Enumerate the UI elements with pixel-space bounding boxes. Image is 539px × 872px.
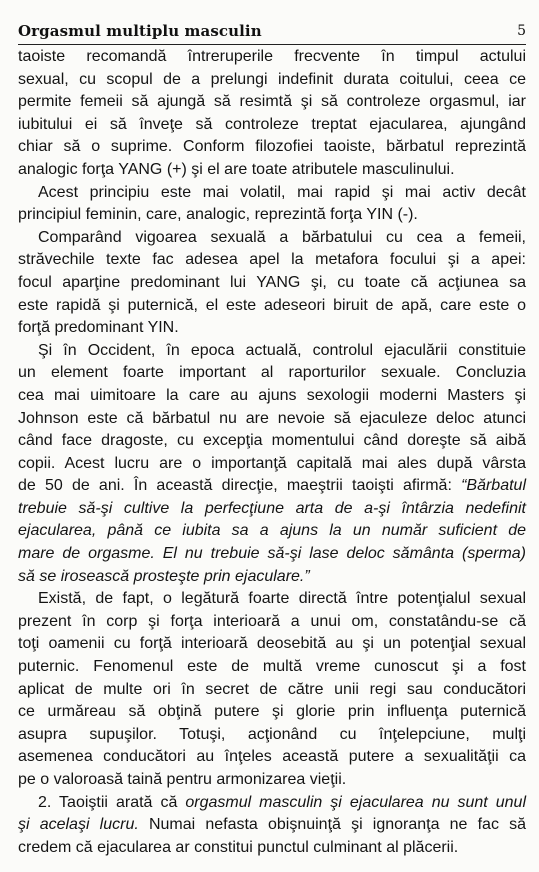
text-line (18, 769, 526, 792)
text-line (18, 159, 526, 182)
text-segment: de 50 de ani. În această direcţie, maeştrii taoişti afirmă: (18, 477, 462, 495)
page-number: 5 (517, 23, 526, 39)
text-segment: taoiste recomandă întreruperile frecvente în timpul actului (18, 48, 526, 65)
text-segment: pe o valoroasă taină pentru armonizarea vieţii. (18, 771, 347, 788)
page-header (18, 22, 526, 46)
italic-text: orgasmul masculin şi ejacularea nu sunt unul (185, 793, 527, 811)
text-segment: prezent în corp şi forţa interioară a unui om, constatându-se că (18, 612, 526, 630)
text-line (18, 543, 526, 566)
text-segment: iubitului ei să înveţe să controleze treptat ejacularea, ajungând (18, 115, 526, 133)
header-rule (18, 44, 526, 45)
text-line (18, 272, 526, 295)
italic-text: “Bărbatul (461, 477, 526, 495)
text-segment: este rapidă şi puternică, el este adeseori biruit de apă, care este o (18, 296, 526, 314)
text-segment: copii. Acest lucru are o importanţă capitală mai ales după vârsta (18, 454, 526, 472)
text-segment: Comparând vigoarea sexuală a bărbatului cu cea a femeii, (38, 228, 526, 246)
text-line (18, 475, 526, 498)
text-segment: asupra supuşilor. Totuşi, acţionând cu înţelepciune, mulţi (18, 725, 526, 743)
text-line (18, 385, 526, 408)
text-line (18, 611, 526, 634)
italic-text: şi acelaşi lucru. (18, 816, 139, 834)
italic-text: să se irosească prosteşte prin ejaculare.” (18, 567, 310, 585)
text-line (18, 204, 526, 227)
text-line (18, 837, 526, 860)
text-segment: Johnson este că bărbatul nu are nevoie să ejaculeze deloc atunci (18, 409, 526, 427)
text-segment: forţă predominant YIN. (18, 319, 179, 337)
text-segment: credem că ejacularea ar constitui punctul culminant al plăcerii. (18, 838, 459, 856)
text-segment: un element foarte important al raporturilor sexuale. Concluzia (18, 364, 526, 382)
text-line (18, 430, 526, 453)
text-line (18, 114, 526, 137)
text-segment: când face dragoste, cu excepţia momentului când doreşte să aibă (18, 432, 526, 450)
text-line (18, 566, 526, 589)
text-line (18, 814, 526, 837)
text-line (18, 724, 526, 747)
text-line (18, 46, 526, 69)
text-segment: sexual, cu scopul de a prelungi indefinit durata coitului, ceea ce (18, 70, 526, 88)
text-line (18, 453, 526, 476)
text-segment: străvechile texte fac adesea apel la metafora focului şi a apei: (18, 251, 526, 269)
italic-text: trebuie să-şi cultive la perfecţiune arta de a-şi întârzia nedefinit (18, 499, 526, 517)
text-line (18, 633, 526, 656)
text-segment: principiul feminin, care, analogic, reprezintă forţa YIN (-). (18, 206, 418, 224)
text-line (18, 340, 526, 363)
text-segment: 2. Taoiştii arată că (38, 793, 186, 811)
text-line (18, 656, 526, 679)
text-segment: aplicat de multe ori în secret de către unii regi sau conducători (18, 680, 526, 698)
text-line (18, 520, 526, 543)
text-segment: analogic forţa YANG (+) şi el are toate atributele masculinului. (18, 160, 455, 178)
text-segment: Acest principiu este mai volatil, mai rapid şi mai activ decât (38, 183, 526, 201)
text-segment: cea mai uimitoare la care au ajuns sexologii moderni Masters şi (18, 386, 526, 404)
text-line (18, 182, 526, 205)
text-line (18, 295, 526, 318)
body-text (18, 46, 526, 859)
text-line (18, 792, 526, 815)
text-segment: Şi în Occident, în epoca actuală, controlul ejaculării constituie (38, 341, 526, 359)
running-title: Orgasmul multiplu masculin (18, 22, 262, 40)
italic-text: mare de orgasme. El nu trebuie să-şi lase deloc sământa (sperma) (18, 545, 526, 563)
text-line (18, 701, 526, 724)
text-segment: puternic. Fenomenul este de multă vreme cunoscut şi a fost (18, 658, 526, 676)
text-line (18, 136, 526, 159)
text-segment: permite femeii să ajungă să resimtă şi să controleze orgasmul, iar (18, 93, 526, 111)
text-line (18, 362, 526, 385)
text-segment: chiar să o suprime. Conform filozofiei taoiste, bărbatul reprezintă (18, 138, 526, 156)
text-line (18, 498, 526, 521)
italic-text: ejacularea, până ce iubita sa a ajuns la un număr suficient de (18, 522, 526, 540)
text-segment: Există, de fapt, o legătură foarte directă între potenţialul sexual (38, 590, 526, 608)
text-line (18, 746, 526, 769)
text-line (18, 249, 526, 272)
text-segment: ce urmăreau să obţină putere şi glorie prin influenţa puternică (18, 703, 526, 721)
text-line (18, 408, 526, 431)
text-segment: Numai nefasta obişnuinţă şi ignoranţa ne fac să (138, 816, 526, 834)
text-line (18, 69, 526, 92)
text-segment: toţi oamenii cu forţă interioară deosebită au şi un potenţial sexual (18, 635, 526, 653)
text-line (18, 91, 526, 114)
text-line (18, 317, 526, 340)
text-line (18, 227, 526, 250)
text-segment: focul aparţine predominant lui YANG şi, cu toate că acţiunea sa (18, 273, 526, 291)
text-line (18, 588, 526, 611)
text-segment: asemenea conducători au înţeles această putere a sexualităţii ca (18, 748, 526, 766)
text-line (18, 679, 526, 702)
